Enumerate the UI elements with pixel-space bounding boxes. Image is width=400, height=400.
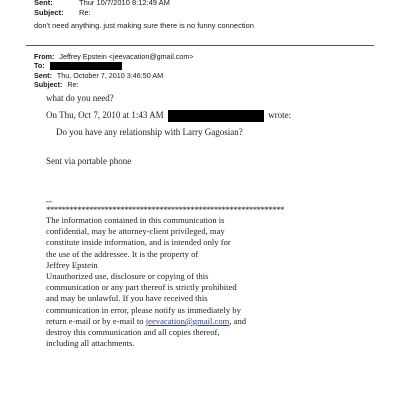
previous-email-header — [34, 0, 170, 17]
disclaimer-text: , and — [229, 315, 247, 326]
subject-value: Re: — [67, 79, 79, 89]
redaction-box — [168, 110, 264, 122]
email-header — [34, 52, 194, 89]
disclaimer-line: destroy this communication and all copies thereof, — [46, 327, 220, 338]
subject-label: Subject: — [34, 7, 64, 17]
disclaimer-line: communication or any part thereof is strictly prohibited — [46, 282, 237, 293]
attribution-wrote: wrote: — [268, 110, 292, 121]
previous-email-body: don't need anything. just making sure there is no funny connection — [34, 21, 254, 30]
disclaimer-line: constitute inside information, and is intended only for — [46, 237, 231, 248]
disclaimer-line: including all attachments. — [46, 338, 135, 349]
sent-value: Thur 10/7/2010 8:12:49 AM — [79, 0, 170, 7]
disclaimer-line: the use of the addressee. It is the property of — [46, 248, 199, 259]
to-label: To: — [34, 61, 45, 71]
reply-text: what do you need? — [46, 93, 114, 103]
disclaimer-line: Jeffrey Epstein — [46, 259, 98, 270]
signature-stars: ************************************************************* — [46, 205, 284, 215]
redaction-box — [50, 62, 122, 70]
signature-dashes: -- — [46, 196, 52, 206]
confidentiality-disclaimer — [46, 215, 246, 349]
disclaimer-line: communication in error, please notify us immediately by — [46, 304, 241, 315]
disclaimer-line: confidential, may be attorney-client privileged, may — [46, 226, 225, 237]
disclaimer-line: The information contained in this communication is — [46, 215, 225, 225]
attribution-date: On Thu, Oct 7, 2010 at 1:43 AM — [46, 110, 164, 121]
signoff: Sent via portable phone — [46, 156, 132, 166]
disclaimer-text: return e-mail or by e-mail to — [46, 315, 144, 326]
subject-value: Re: — [79, 7, 91, 17]
disclaimer-line: and may be unlawful. If you have received this — [46, 293, 208, 304]
subject-label: Subject: — [34, 79, 63, 89]
disclaimer-line — [46, 316, 246, 327]
sent-label: Sent: — [34, 70, 52, 80]
from-label: From: — [34, 52, 55, 61]
quote-attribution — [46, 110, 291, 122]
sent-value: Thu, October 7, 2010 3:46:50 AM — [56, 70, 164, 80]
sent-label: Sent: — [34, 0, 53, 7]
separator-line — [26, 45, 374, 46]
email-link[interactable]: jeevacation@gmail.com — [145, 315, 230, 326]
disclaimer-line: Unauthorized use, disclosure or copying of this — [46, 271, 209, 282]
quoted-question: Do you have any relationship with Larry Gagosian? — [56, 127, 243, 137]
from-value: Jeffrey Epstein <jeevacation@gmail.com> — [59, 52, 194, 61]
